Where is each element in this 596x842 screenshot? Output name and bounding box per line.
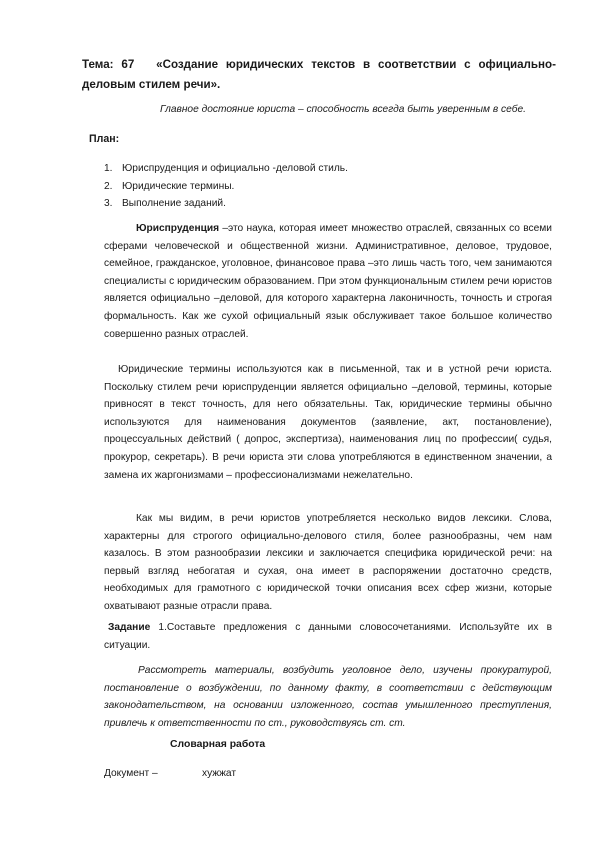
plan-item-number: 3.	[104, 198, 113, 209]
title-text: «Создание юридических текстов в соответствии с официально-деловым стилем речи».	[82, 58, 556, 91]
plan-item	[104, 195, 348, 213]
paragraph-lexicon: Как мы видим, в речи юристов употребляется несколько видов лексики. Слова, характерны для строгого официально-делового стиля, более разнообразны, чем нам казалось. В этом разнообразии лексики и заключается специфика юридической речи: на первый взгляд небогатая и сухая, она имеет в распоряжении достаточно средств, необходимых для грамотного с юридической точки описания всех сфер жизни, которые охватывают разные отрасли права.	[104, 513, 552, 612]
plan-item-number: 1.	[104, 163, 113, 174]
plan-heading: План:	[89, 133, 120, 145]
plan-item	[104, 160, 348, 178]
task-text: 1.Составьте предложения с данными словосочетаниями. Используйте их в ситуации.	[104, 622, 552, 651]
task-label: Задание	[108, 622, 151, 633]
paragraph-phrases: Рассмотреть материалы, возбудить уголовное дело, изучены прокуратурой, постановление о возбуждении, по данному факту, в соответствии с действующим законодательством, на основании изложенного, состав умышленного преступления, привлечь к ответственности по ст., руководствуясь ст. ст.	[104, 665, 552, 729]
paragraph-legal-terms: Юридические термины используются как в письменной, так и в устной речи юриста. Поскольку стилем речи юриспруденции является официально –деловой, термины, которые привносят в текст точность, для него обязательны. Так, юридические термины обычно используются для наименования документов (заявление, акт, постановление), процессуальных действий ( допрос, экспертиза), наименования лиц по профессии( судья, прокурор, секретарь). В речи юриста эти слова употребляются в единственном значении, а замена их жаргонизмами – профессионализмами нежелательно.	[104, 364, 552, 481]
paragraph-task	[104, 619, 552, 654]
plan-item	[104, 178, 348, 196]
paragraph-lead-term: Юриспруденция	[136, 223, 220, 234]
vocabulary-translation: хужжат	[202, 768, 237, 779]
page-title	[82, 55, 556, 95]
title-prefix: Тема:	[82, 58, 114, 71]
plan-item-text: Юридические термины.	[122, 180, 235, 192]
vocabulary-term: Документ –	[104, 768, 158, 779]
paragraph-body: –это наука, которая имеет множество отраслей, связанных со всеми сферами человеческой и общественной жизни. Административное, деловое, трудовое, семейное, гражданское, уголовное, финансовое права –это лишь часть того, чем занимаются специалисты с юридическим образованием. При этом функциональным стилем речи юристов является официально –деловой, для которого характерна лаконичность, точность и строгая формальность. Как же сухой официальный язык обслуживает такое большое количество совершенно разных отраслей.	[104, 223, 552, 340]
epigraph: Главное достояние юриста – способность всегда быть уверенным в себе.	[160, 104, 526, 115]
vocabulary-heading: Словарная работа	[170, 739, 266, 750]
plan-list	[104, 160, 348, 213]
plan-item-text: Юриспруденция и официально -деловой стиль.	[122, 163, 348, 174]
paragraph-jurisprudence	[104, 220, 552, 343]
title-number: 67	[121, 58, 135, 71]
plan-item-text: Выполнение заданий.	[122, 198, 226, 209]
vocabulary-entry	[104, 768, 236, 779]
plan-item-number: 2.	[104, 180, 113, 192]
